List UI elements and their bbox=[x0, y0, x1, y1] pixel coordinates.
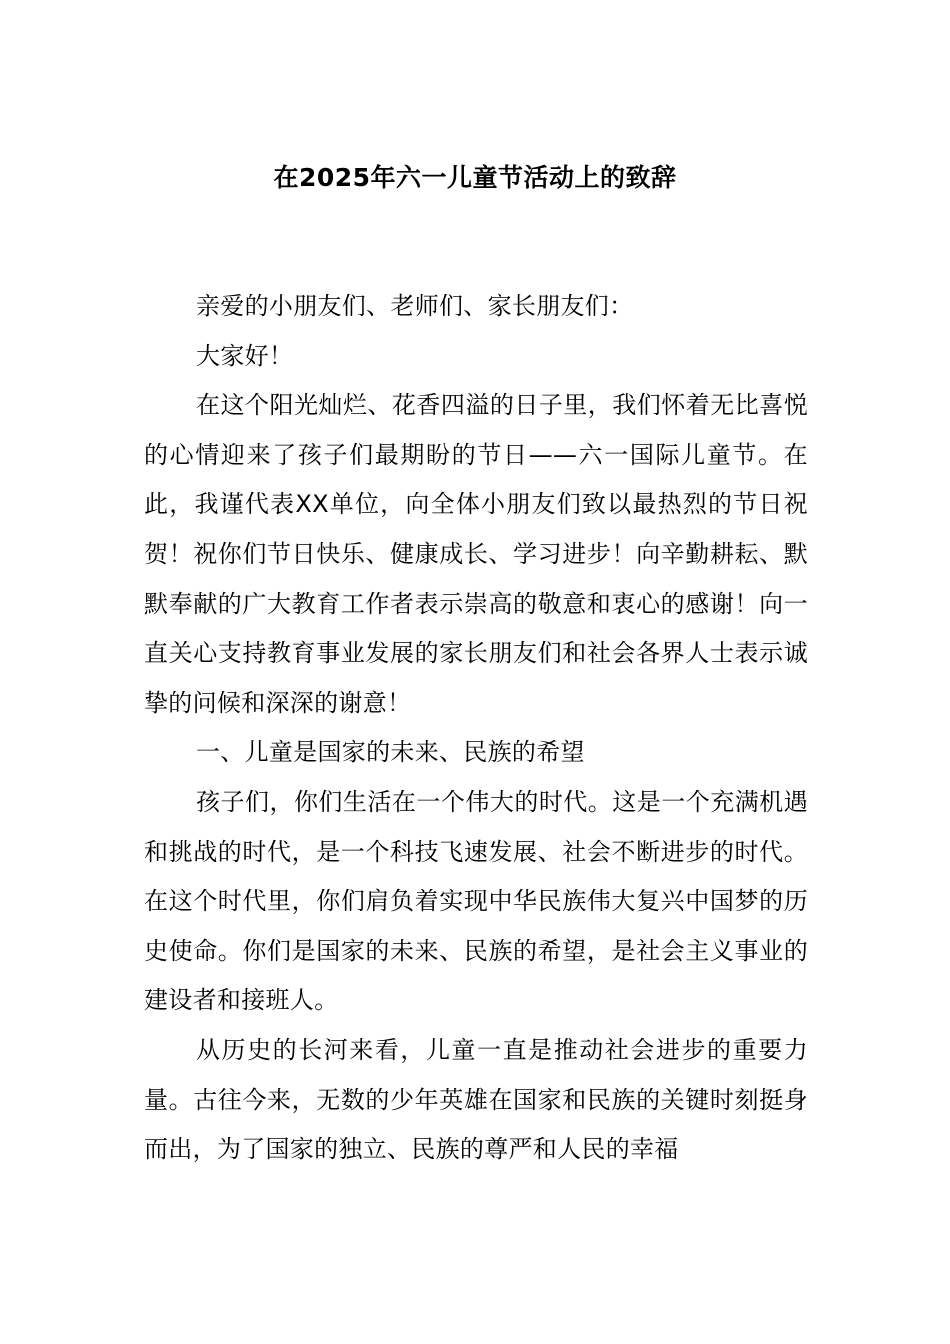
section-heading: 一、儿童是国家的未来、民族的希望 bbox=[196, 738, 585, 767]
body-paragraph: 从历史的长河来看，儿童一直是推动社会进步的重要力量。古往今来，无数的少年英雄在国家和民族的关键时刻挺身而出，为了国家的独立、民族的尊严和人民的幸福 bbox=[144, 1035, 808, 1164]
body-paragraph: 孩子们，你们生活在一个伟大的时代。这是一个充满机遇和挑战的时代，是一个科技飞速发展、社会不断进步的时代。在这个时代里，你们肩负着实现中华民族伟大复兴中国梦的历史使命。你们是国家的未来、民族的希望，是社会主义事业的建设者和接班人。 bbox=[144, 787, 808, 1015]
greeting: 大家好！ bbox=[196, 341, 294, 370]
document-body bbox=[144, 282, 808, 1175]
document-title: 在2025年六一儿童节活动上的致辞 bbox=[273, 163, 677, 192]
opening-paragraph: 在这个阳光灿烂、花香四溢的日子里，我们怀着无比喜悦的心情迎来了孩子们最期盼的节日——六一国际儿童节。在此，我谨代表XX单位，向全体小朋友们致以最热烈的节日祝贺！祝你们节日快乐、健康成长、学习进步！向辛勤耕耘、默默奉献的广大教育工作者表示崇高的敬意和衷心的感谢！向一直关心支持教育事业发展的家长朋友们和社会各界人士表示诚挚的问候和深深的谢意！ bbox=[144, 391, 808, 717]
salutation: 亲爱的小朋友们、老师们、家长朋友们： bbox=[196, 292, 634, 320]
